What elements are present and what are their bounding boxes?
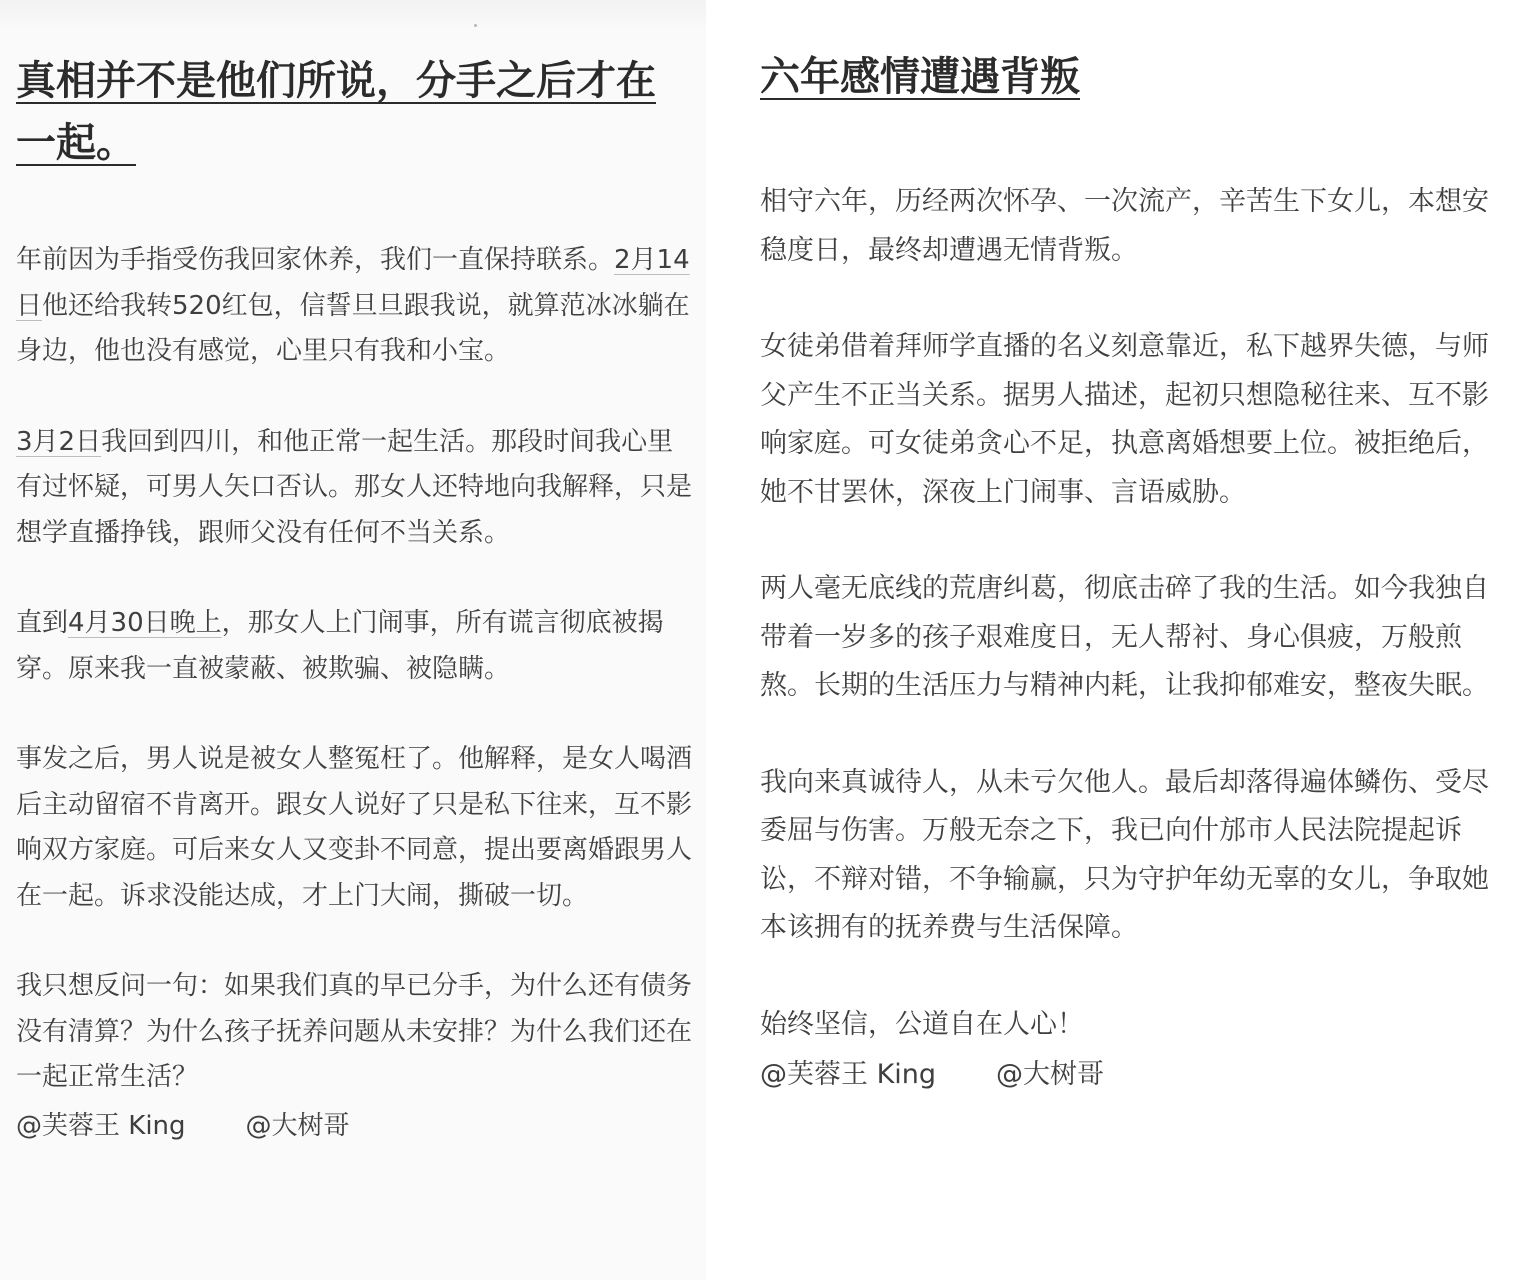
right-article-body [760, 178, 1509, 1099]
left-paragraph-3: 直到4月30日晚上，那女人上门闹事，所有谎言彻底被揭穿。原来我一直被蒙蔽、被欺骗、被隐瞒。 [16, 608, 664, 684]
left-article-body [16, 238, 694, 1149]
mention-furongwang-king[interactable]: @芙蓉王 King [760, 1059, 937, 1090]
top-shadow-strip [0, 0, 706, 30]
right-mentions [760, 1051, 1509, 1099]
decorative-dot [474, 24, 477, 27]
date-apr-30: 4月30日晚上 [68, 608, 222, 638]
mention-dashuge[interactable]: @大树哥 [245, 1110, 350, 1141]
date-feb-14: 2月14日 [16, 245, 690, 321]
mention-dashuge[interactable]: @大树哥 [996, 1059, 1105, 1090]
left-paragraph-5: 我只想反问一句：如果我们真的早已分手，为什么还有债务没有清算？为什么孩子抚养问题从未安排？为什么我们还在一起正常生活？ [16, 971, 693, 1092]
right-paragraph-4: 我向来真诚待人，从未亏欠他人。最后却落得遍体鳞伤、受尽委屈与伤害。万般无奈之下，我已向什邡市人民法院提起诉讼，不辩对错，不争输赢，只为守护年幼无辜的女儿，争取她本该拥有的抚养费与生活保障。 [760, 766, 1489, 943]
mention-furongwang-king[interactable]: @芙蓉王 King [16, 1110, 186, 1141]
left-paragraph-4: 事发之后，男人说是被女人整冤枉了。他解释，是女人喝酒后主动留宿不肯离开。跟女人说好了只是私下往来，互不影响双方家庭。可后来女人又变卦不同意，提出要离婚跟男人在一起。诉求没能达成，才上门大闹，撕破一切。 [16, 744, 693, 911]
right-paragraph-2: 女徒弟借着拜师学直播的名义刻意靠近，私下越界失德，与师父产生不正当关系。据男人描述，起初只想隐秘往来、互不影响家庭。可女徒弟贪心不足，执意离婚想要上位。被拒绝后，她不甘罢休，深夜上门闹事、言语威胁。 [760, 331, 1489, 508]
right-article-panel [706, 0, 1533, 1280]
left-paragraph-1: 年前因为手指受伤我回家休养，我们一直保持联系。2月14日他还给我转520红包，信誓旦旦跟我说，就算范冰冰躺在身边，他也没有感觉，心里只有我和小宝。 [16, 245, 690, 366]
left-article-panel [0, 0, 706, 1280]
left-mentions [16, 1104, 694, 1149]
right-paragraph-3: 两人毫无底线的荒唐纠葛，彻底击碎了我的生活。如今我独自带着一岁多的孩子艰难度日，无人帮衬、身心俱疲，万般煎熬。长期的生活压力与精神内耗，让我抑郁难安，整夜失眠。 [760, 573, 1489, 701]
left-paragraph-2: 3月2日我回到四川，和他正常一起生活。那段时间我心里有过怀疑，可男人矢口否认。那女人还特地向我解释，只是想学直播挣钱，跟师父没有任何不当关系。 [16, 426, 693, 548]
right-article-title: 六年感情遭遇背叛 [760, 54, 1080, 100]
date-mar-2: 3月2日 [16, 426, 102, 457]
right-paragraph-1: 相守六年，历经两次怀孕、一次流产，辛苦生下女儿，本想安稳度日，最终却遭遇无情背叛。 [760, 186, 1489, 266]
left-article-title: 真相并不是他们所说，分手之后才在一起。 [16, 58, 656, 166]
right-paragraph-5: 始终坚信，公道自在人心！ [760, 1008, 1084, 1040]
